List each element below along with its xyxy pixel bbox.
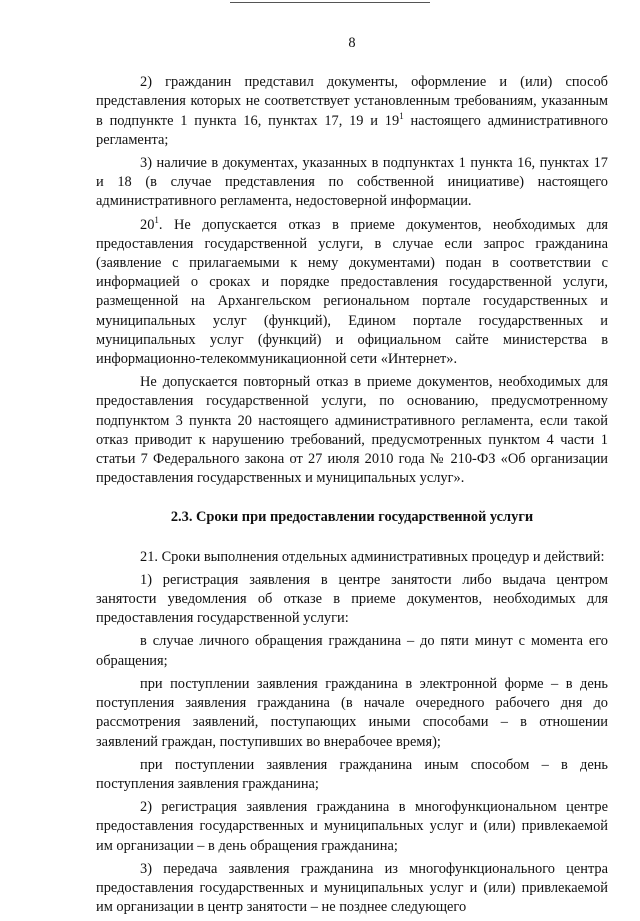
paragraph-tail: настоящего административного регламента; bbox=[96, 112, 609, 148]
paragraph-electronic: при поступлении заявления гражданина в электронной форме – в день поступления заявления гражданина (в начале очередного рабочего дня до рассмотрения заявлений, поступающих иными способами – в отношении заявлений граждан, поступивших во внерабочее время); bbox=[96, 675, 608, 750]
paragraph-personal: в случае личного обращения гражданина – до пяти минут с момента его обращения; bbox=[96, 633, 608, 669]
paragraph-text: 20 bbox=[140, 216, 155, 233]
paragraph-21-2: 2) регистрация заявления гражданина в многофункциональном центре предоставления государственных и муниципальных услуг и (или) привлекаемой им организации – в день обращения гражданина; bbox=[96, 799, 608, 854]
superscript: 1 bbox=[154, 214, 159, 225]
document-page bbox=[96, 34, 608, 921]
section-heading: 2.3. Сроки при предоставлении государственной услуги bbox=[170, 509, 534, 526]
paragraph-repeat-refusal: Не допускается повторный отказ в приеме документов, необходимых для предоставления государственной услуги, по основанию, предусмотренному подпунктом 3 пункта 20 настоящего административного регламента, если такой отказ приводит к нарушению требований, предусмотренных пунктом 4 части 1 статьи 7 Федерального закона от 27 июля 2010 года № 210-ФЗ «Об организации предоставления государственных и муниципальных услуг». bbox=[96, 374, 608, 487]
superscript: 1 bbox=[399, 110, 404, 121]
page-number: 8 bbox=[348, 35, 356, 51]
paragraph-21-3: 3) передача заявления гражданина из многофункционального центра предоставления государственных и муниципальных услуг и (или) привлекаемой им организации в центр занятости – не позднее следующего bbox=[96, 860, 608, 916]
paragraph-text: 2) гражданин представил документы, оформление и (или) способ представления которых не соответствует установленным требованиям, указанным в подпункте 1 пункта 16, пунктах 17, 19 и 19 bbox=[96, 74, 608, 129]
paragraph-other-way: при поступлении заявления гражданина иным способом – в день поступления заявления гражданина; bbox=[96, 756, 608, 792]
paragraph-20-1 bbox=[96, 216, 608, 370]
paragraph-item-2 bbox=[96, 73, 608, 150]
top-rule bbox=[230, 2, 430, 3]
paragraph-item-3: 3) наличие в документах, указанных в подпунктах 1 пункта 16, пунктах 17 и 18 (в случае представления по собственной инициативе) настоящего административного регламента, недостоверной информации. bbox=[96, 155, 608, 210]
paragraph-21: 21. Сроки выполнения отдельных административных процедур и действий: bbox=[140, 548, 605, 565]
paragraph-tail: . Не допускается отказ в приеме документов, необходимых для предоставления государственной услуги, в случае если запрос гражданина (заявление с прилагаемыми к нему документами) подан в соответствии с информацией о сроках и порядке предоставления государственной услуги, размещенной на Архангельском региональном портале государственных и муниципальных услуг (функций), Едином портале государственных и муниципальных услуг (функций) и официальном сайте министерства в информационно-телекоммуникационной сети «Интернет». bbox=[96, 216, 608, 368]
paragraph-21-1: 1) регистрация заявления в центре занятости либо выдача центром занятости уведомления об отказе в приеме документов, необходимых для предоставления государственной услуги: bbox=[96, 571, 608, 627]
